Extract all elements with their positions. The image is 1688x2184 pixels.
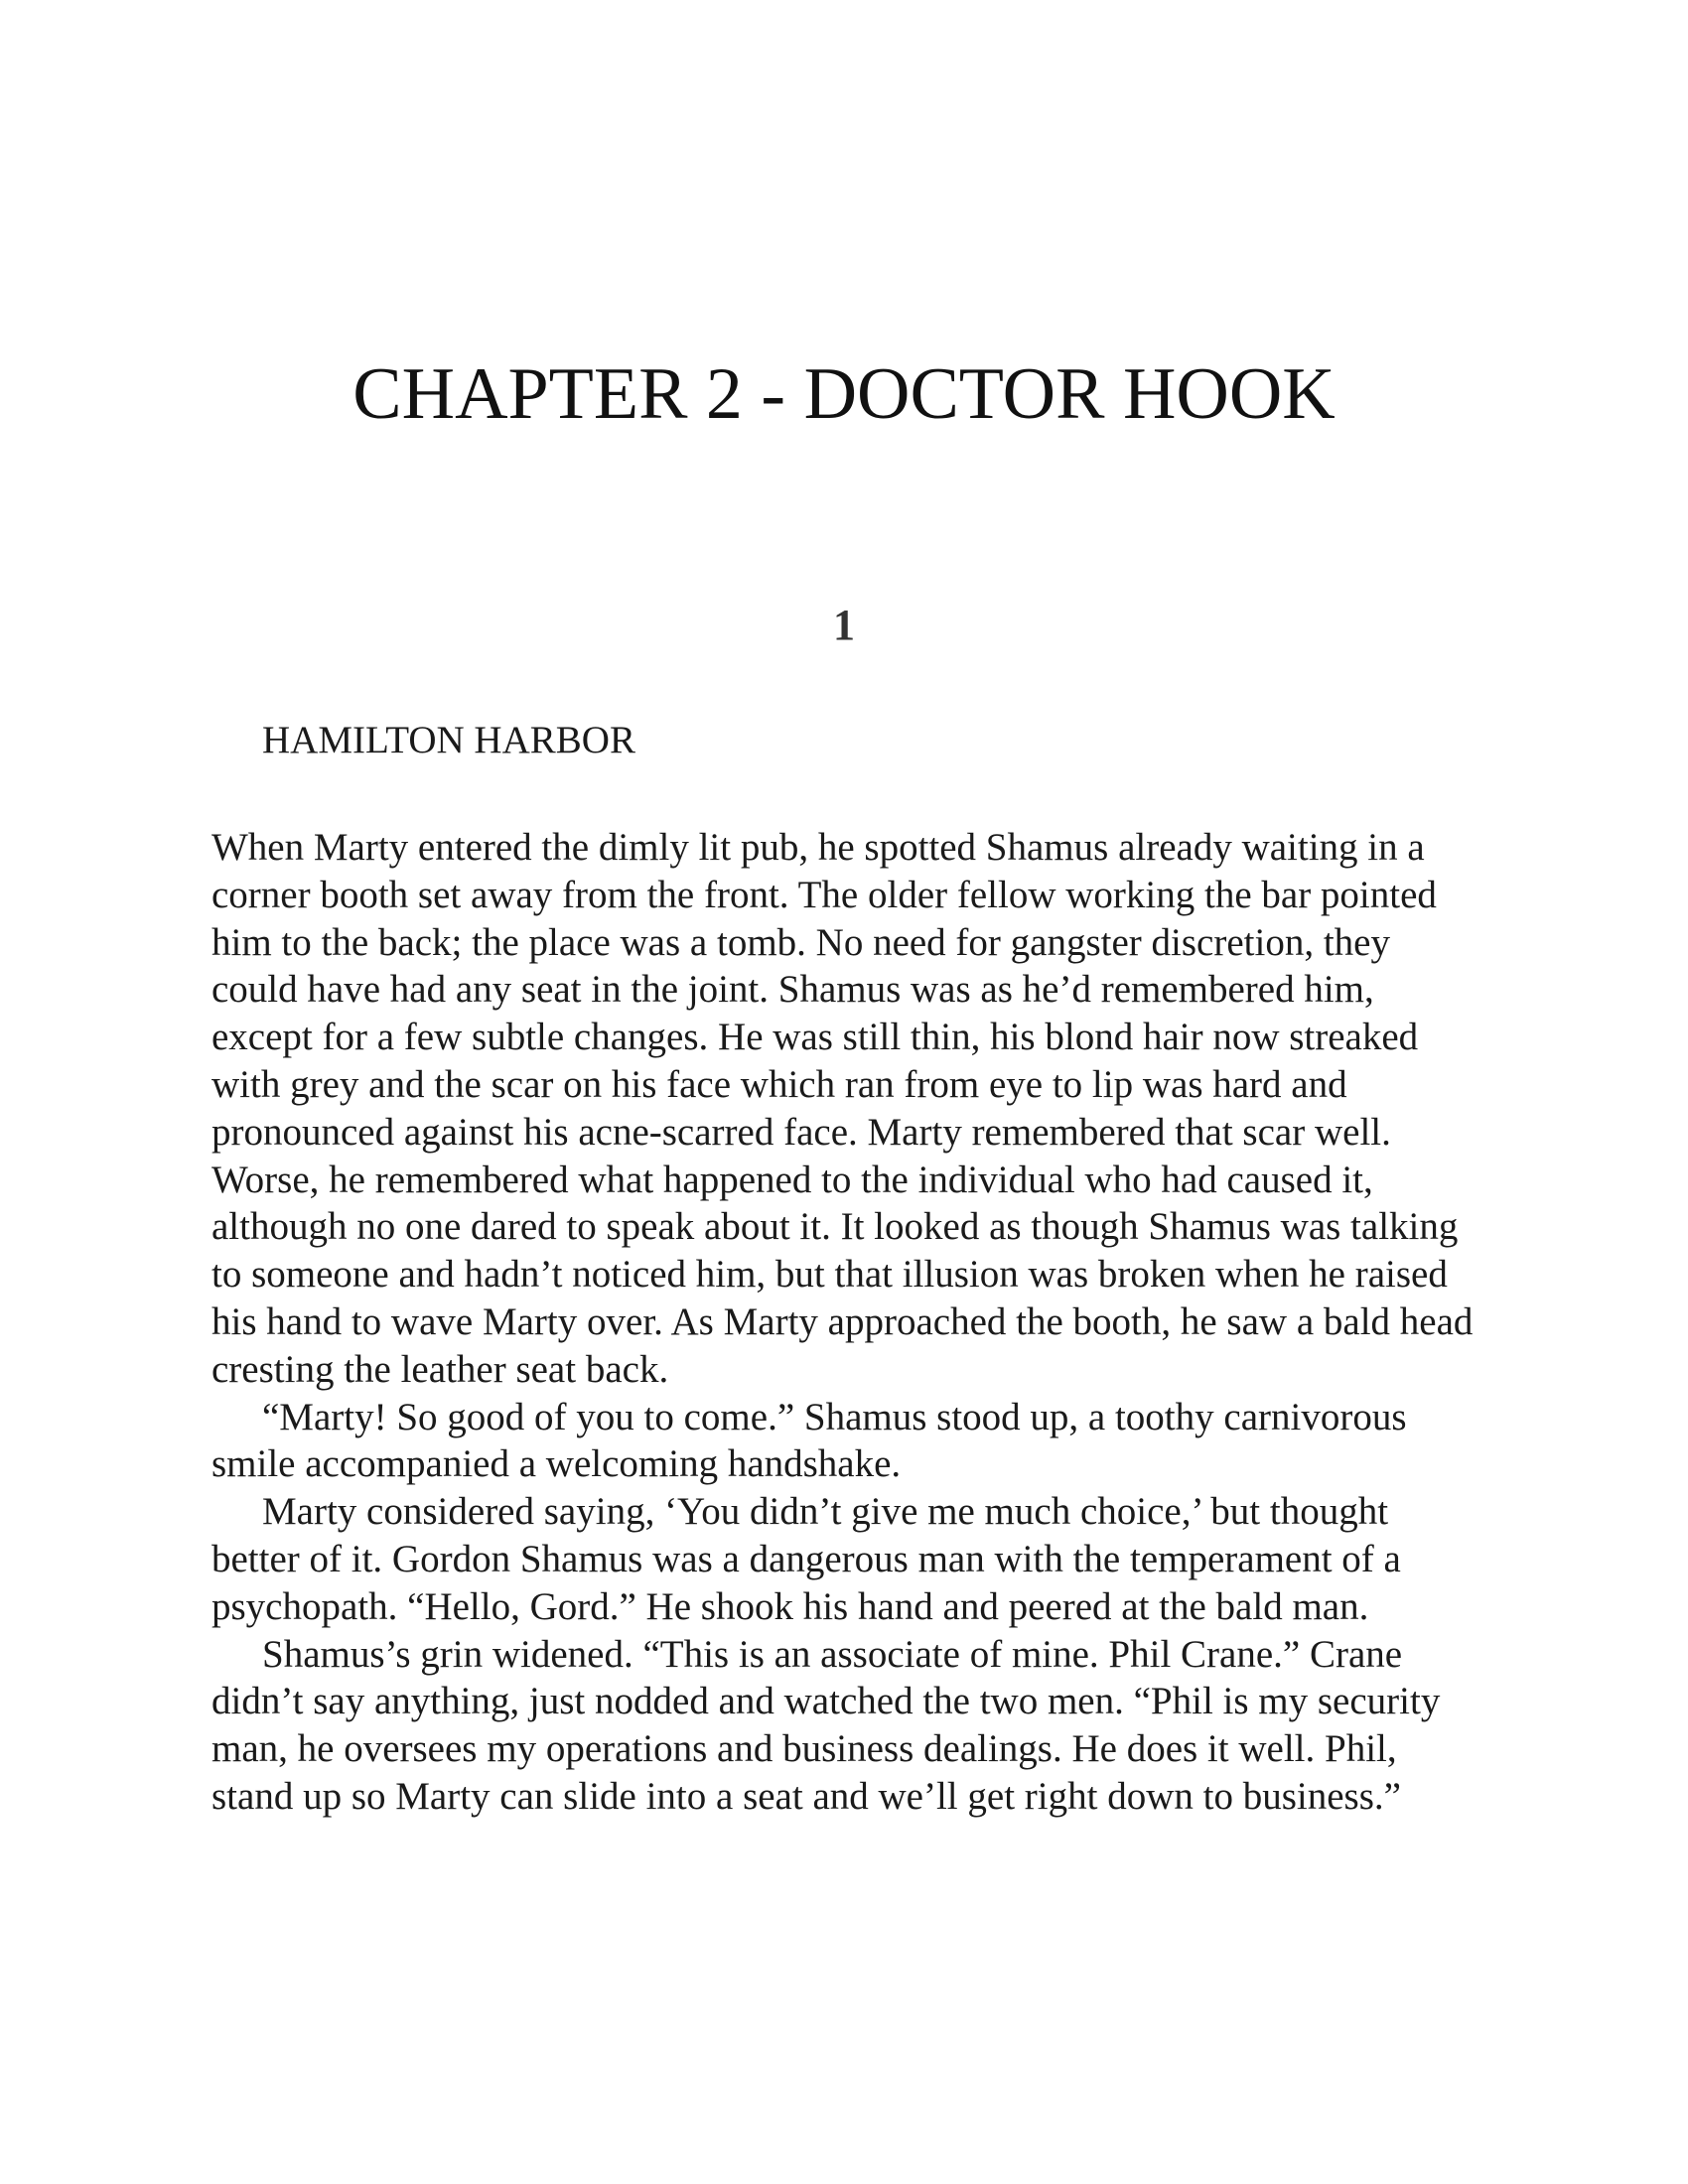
chapter-title: CHAPTER 2 - DOCTOR HOOK: [352, 353, 1336, 435]
body-text: [211, 824, 1477, 1821]
paragraph: When Marty entered the dimly lit pub, he spotted Shamus already waiting in a corner booth set away from the front. The older fellow working the bar pointed him to the back; the place was a tomb. No need for gangster discretion, they could have had any seat in the joint. Shamus was as he’d remembered him, except for a few subtle changes. He was still thin, his blond hair now streaked with grey and the scar on his face which ran from eye to lip was hard and pronounced against his acne-scarred face. Marty remembered that scar well. Worse, he remembered what happened to the individual who had caused it, although no one dared to speak about it. It looked as though Shamus was talking to someone and hadn’t noticed him, but that illusion was broken when he raised his hand to wave Marty over. As Marty approached the booth, he saw a bald head cresting the leather seat back.: [211, 826, 1474, 1391]
paragraph: Marty considered saying, ‘You didn’t give me much choice,’ but thought better of it. Gordon Shamus was a dangerous man with the temperament of a psychopath. “Hello, Gord.” He shook his hand and peered at the bald man.: [211, 1490, 1401, 1628]
section-number: 1: [833, 601, 855, 649]
paragraph: “Marty! So good of you to come.” Shamus stood up, a toothy carnivorous smile accompanied a welcoming handshake.: [211, 1395, 1407, 1486]
location-heading: HAMILTON HARBOR: [262, 719, 635, 761]
paragraph: Shamus’s grin widened. “This is an associate of mine. Phil Crane.” Crane didn’t say anything, just nodded and watched the two men. “Phil is my security man, he oversees my operations and business dealings. He does it well. Phil, stand up so Marty can slide into a seat and we’ll get right down to business.”: [211, 1632, 1441, 1818]
